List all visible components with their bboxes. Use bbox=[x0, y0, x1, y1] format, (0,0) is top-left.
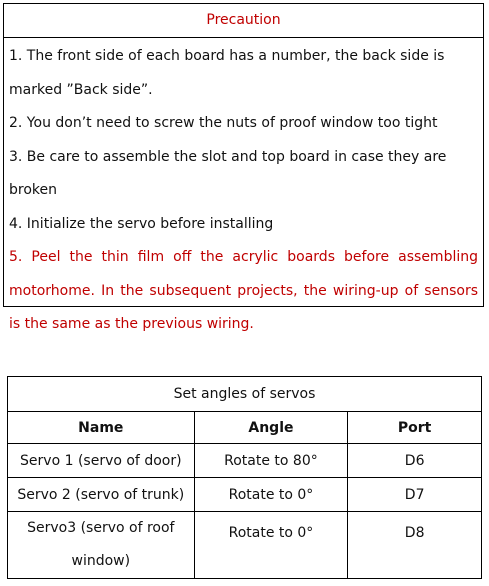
servo-name-cell: Servo 2 (servo of trunk) bbox=[8, 478, 195, 512]
servo-port-cell: D6 bbox=[348, 444, 482, 478]
servo-angle-cell: Rotate to 80° bbox=[194, 444, 348, 478]
header-name: Name bbox=[8, 412, 195, 444]
precaution-item: 3. Be care to assemble the slot and top board in case they are broken bbox=[9, 148, 447, 198]
table-caption: Set angles of servos bbox=[8, 377, 482, 412]
precaution-title: Precaution bbox=[4, 4, 483, 38]
precaution-item: 4. Initialize the servo before installing bbox=[9, 215, 274, 232]
table-row bbox=[8, 444, 482, 478]
servo-name-cell: Servo3 (servo of roof window) bbox=[8, 512, 195, 579]
precaution-item-highlighted: 5. Peel the thin film off the acrylic boards before assembling motorhome. In the subsequent projects, the wiring-up of sensors is the same as the previous wiring. bbox=[9, 249, 478, 332]
servo-angles-table bbox=[7, 376, 482, 579]
header-port: Port bbox=[348, 412, 482, 444]
header-angle: Angle bbox=[194, 412, 348, 444]
precaution-box bbox=[3, 3, 484, 332]
precaution-list bbox=[4, 38, 483, 342]
precaution-item: 1. The front side of each board has a number, the back side is marked ”Back side”. bbox=[9, 48, 445, 98]
servo-name-cell: Servo 1 (servo of door) bbox=[8, 444, 195, 478]
table-row bbox=[8, 512, 482, 579]
servo-angle-cell: Rotate to 0° bbox=[194, 478, 348, 512]
table-header-row bbox=[8, 412, 482, 444]
servo-port-cell: D7 bbox=[348, 478, 482, 512]
servo-angle-cell: Rotate to 0° bbox=[194, 512, 348, 579]
table-row bbox=[8, 478, 482, 512]
precaution-item: 2. You don’t need to screw the nuts of proof window too tight bbox=[9, 115, 438, 131]
servo-port-cell: D8 bbox=[348, 512, 482, 579]
